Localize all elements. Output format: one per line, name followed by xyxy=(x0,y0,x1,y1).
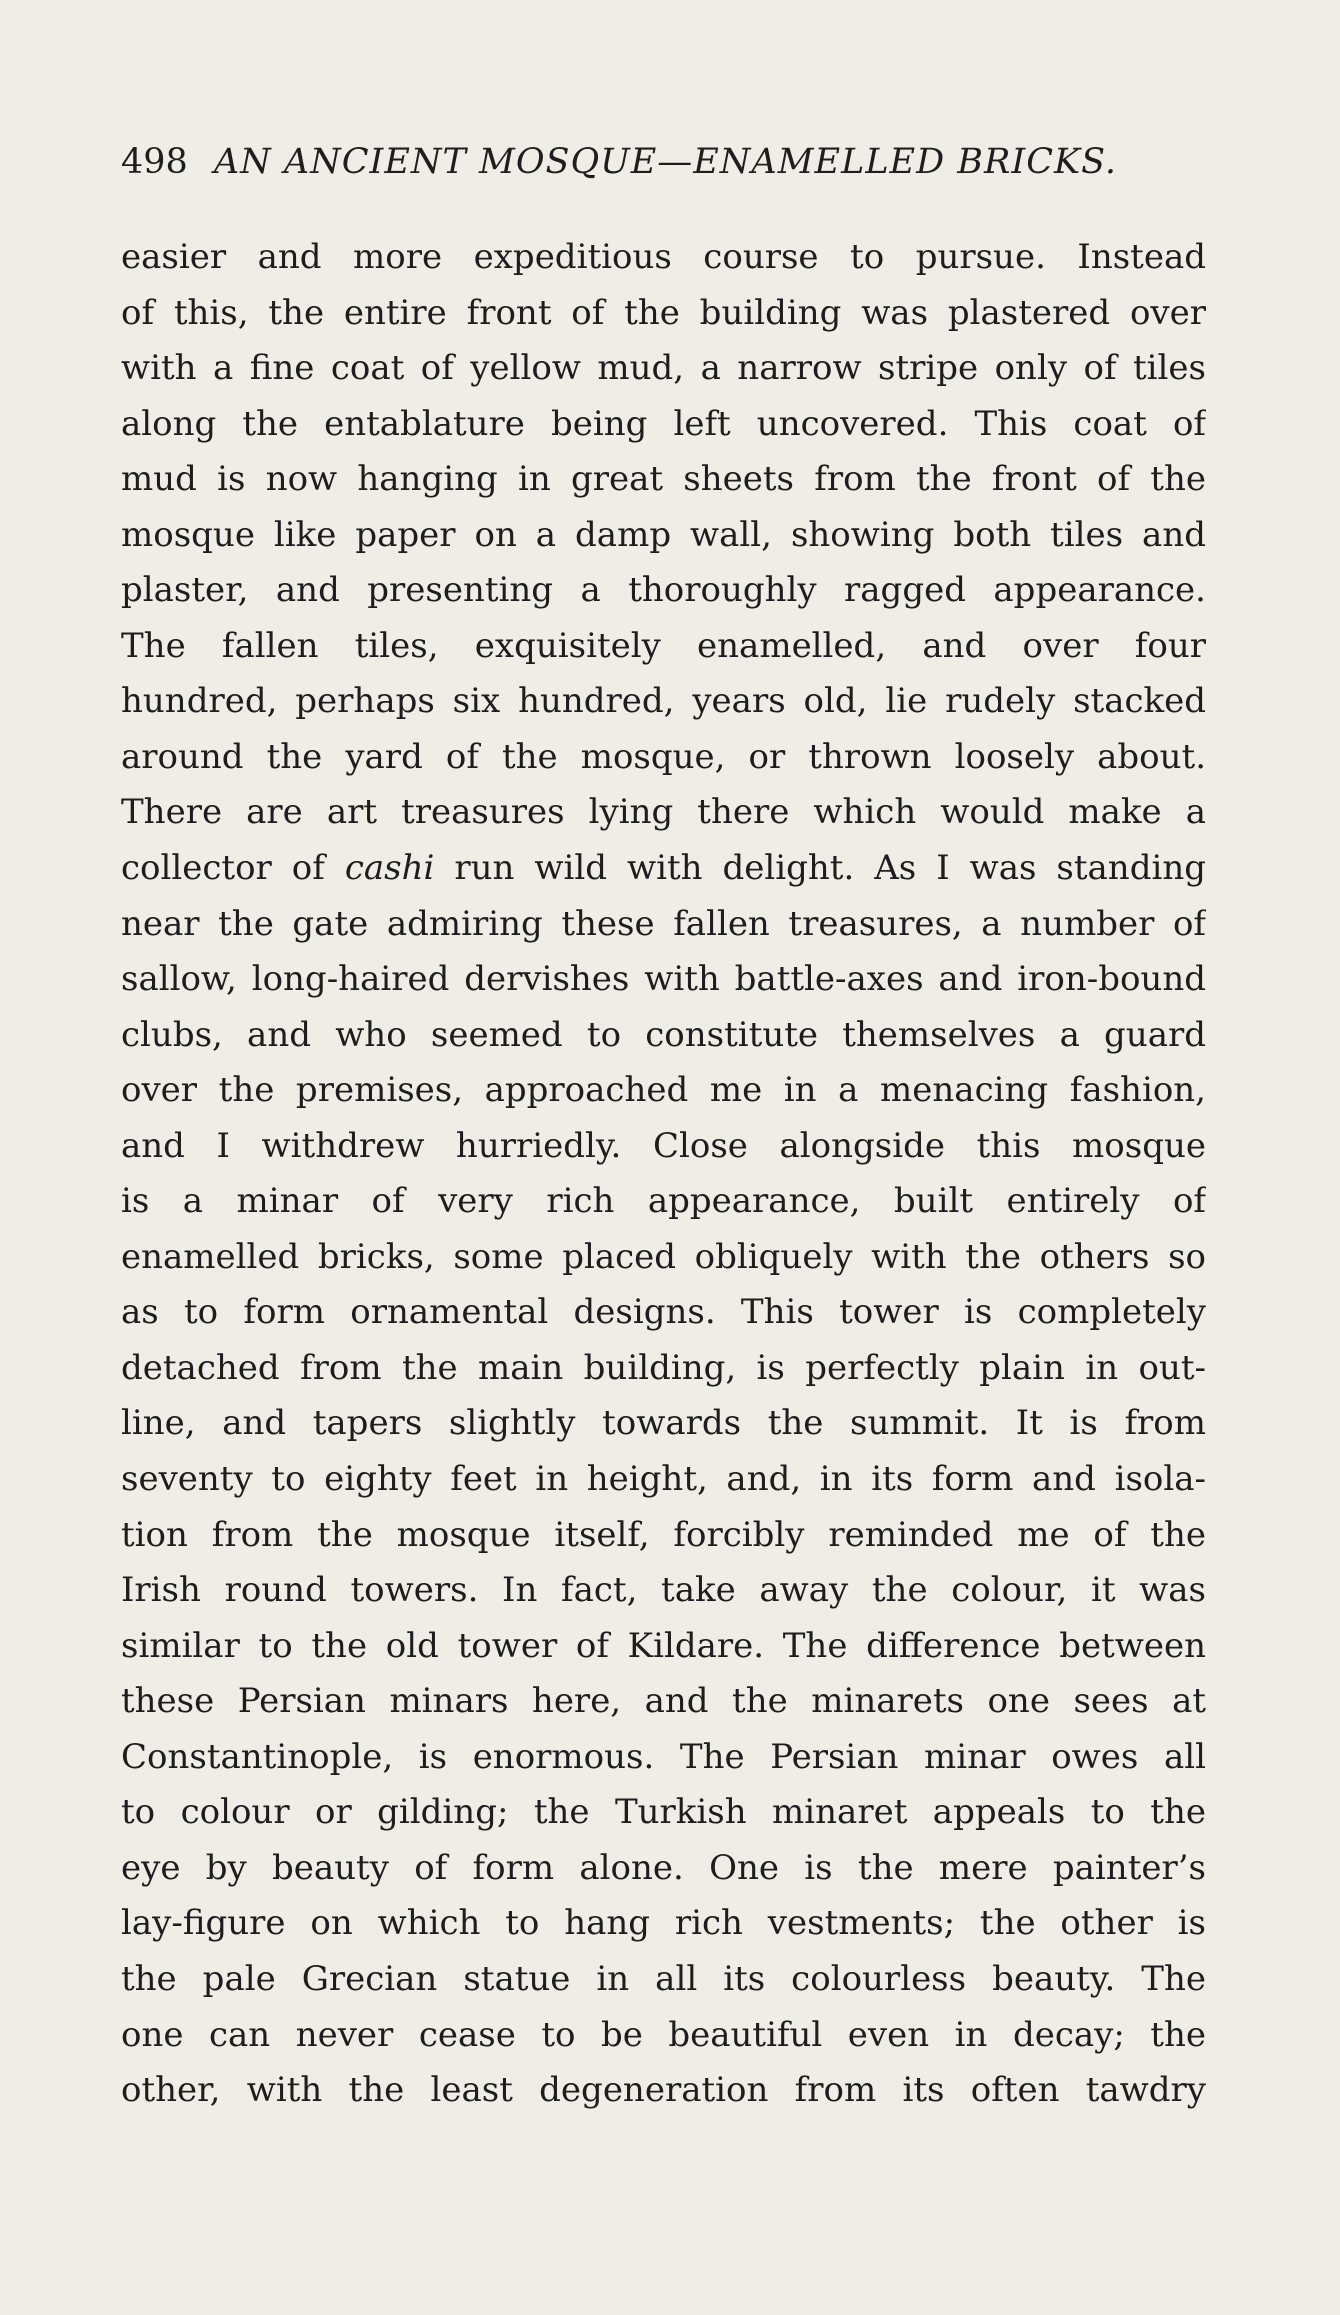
text-line: The fallen tiles, exquisitely enamelled, and over four xyxy=(121,625,1206,666)
text-line: of this, the entire front of the building was plastered over xyxy=(121,292,1206,333)
text-line: clubs, and who seemed to constitute themselves a guard xyxy=(121,1014,1206,1055)
text-line: mud is now hanging in great sheets from the front of the xyxy=(121,459,1206,500)
text-line: these Persian minars here, and the minarets one sees at xyxy=(121,1681,1206,1722)
body-text xyxy=(121,230,1206,2119)
text-line: over the premises, approached me in a menacing fashion, xyxy=(121,1070,1206,1111)
text-segment: collector of xyxy=(121,848,345,889)
text-line: detached from the main building, is perfectly plain in out- xyxy=(121,1347,1206,1388)
text-line: and I withdrew hurriedly. Close alongside this mosque xyxy=(121,1125,1206,1166)
text-line: is a minar of very rich appearance, built entirely of xyxy=(121,1181,1206,1222)
text-line: hundred, perhaps six hundred, years old, lie rudely stacked xyxy=(121,681,1206,722)
text-line: Constantinople, is enormous. The Persian minar owes all xyxy=(121,1736,1206,1777)
text-line: line, and tapers slightly towards the summit. It is from xyxy=(121,1403,1206,1444)
running-head-title: AN ANCIENT MOSQUE—ENAMELLED BRICKS. xyxy=(213,142,1117,182)
text-line: sallow, long-haired dervishes with battle-axes and iron-bound xyxy=(121,959,1206,1000)
text-line: around the yard of the mosque, or thrown loosely about. xyxy=(121,736,1206,777)
text-line: to colour or gilding; the Turkish minaret appeals to the xyxy=(121,1792,1206,1833)
text-line: near the gate admiring these fallen treasures, a number of xyxy=(121,903,1206,944)
text-line: one can never cease to be beautiful even in decay; the xyxy=(121,2014,1206,2055)
text-line: easier and more expeditious course to pursue. Instead xyxy=(121,237,1206,277)
italic-term: cashi xyxy=(344,848,435,889)
text-segment: run wild with delight. As I was standing xyxy=(434,848,1206,889)
text-line: as to form ornamental designs. This tower is completely xyxy=(121,1292,1206,1333)
text-line: lay-figure on which to hang rich vestments; the other is xyxy=(121,1903,1206,1944)
text-line: There are art treasures lying there which would make a xyxy=(121,792,1206,833)
text-line: plaster, and presenting a thoroughly ragged appearance. xyxy=(121,570,1206,611)
page-number: 498 xyxy=(121,142,188,182)
text-line: eye by beauty of form alone. One is the mere painter’s xyxy=(121,1847,1206,1888)
text-line xyxy=(121,841,1206,897)
text-line: mosque like paper on a damp wall, showing both tiles and xyxy=(121,514,1206,555)
text-line: with a fine coat of yellow mud, a narrow stripe only of tiles xyxy=(121,348,1206,389)
text-line: tion from the mosque itself, forcibly reminded me of the xyxy=(121,1514,1206,1555)
text-line: other, with the least degeneration from its often tawdry xyxy=(121,2070,1206,2111)
text-line: the pale Grecian statue in all its colourless beauty. The xyxy=(121,1958,1206,1999)
text-line: along the entablature being left uncovered. This coat of xyxy=(121,403,1206,444)
text-line: similar to the old tower of Kildare. The difference between xyxy=(121,1625,1206,1666)
text-line: enamelled bricks, some placed obliquely with the others so xyxy=(121,1236,1206,1277)
text-line: Irish round towers. In fact, take away the colour, it was xyxy=(121,1570,1206,1611)
running-head xyxy=(121,142,1206,198)
text-line: seventy to eighty feet in height, and, in its form and isola- xyxy=(121,1459,1206,1500)
